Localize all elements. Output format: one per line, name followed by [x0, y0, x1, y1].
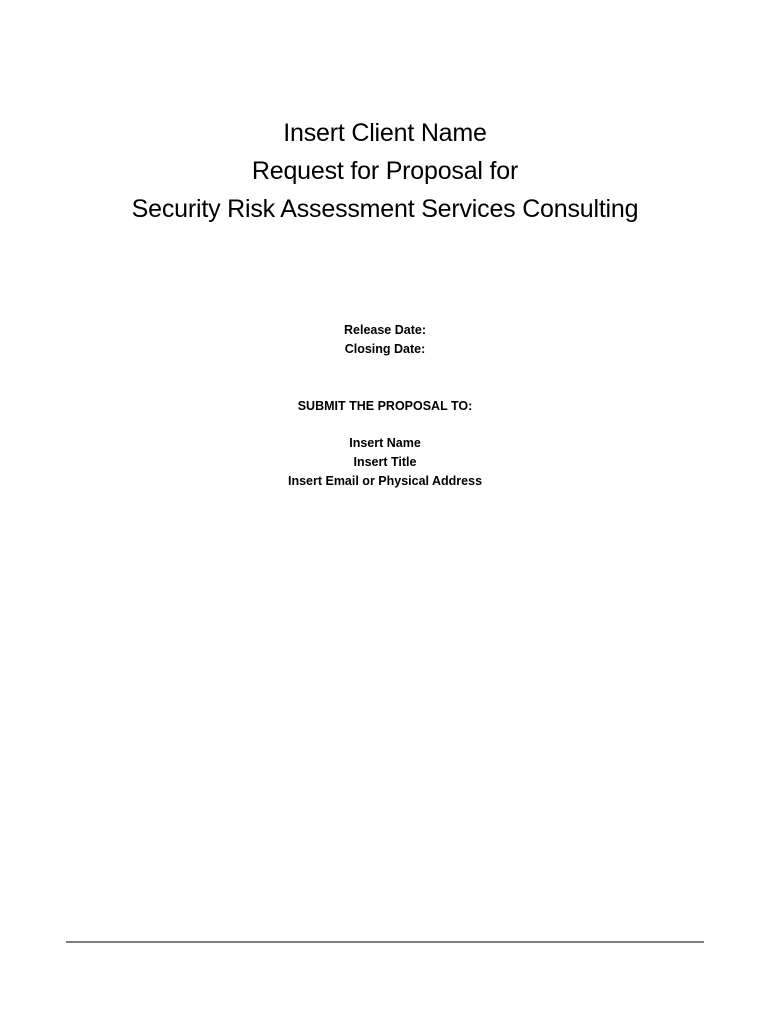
release-date-label: Release Date:	[344, 323, 426, 337]
client-name-heading: Insert Client Name	[283, 119, 487, 147]
submit-heading: SUBMIT THE PROPOSAL TO:	[297, 399, 473, 413]
contact-address: Insert Email or Physical Address	[287, 474, 483, 488]
contact-name: Insert Name	[349, 436, 421, 450]
rfp-heading: Request for Proposal for	[251, 157, 519, 185]
service-heading: Security Risk Assessment Services Consulting	[131, 195, 639, 223]
dates-section	[0, 321, 770, 359]
contact-title: Insert Title	[353, 455, 417, 469]
closing-date-label: Closing Date:	[344, 342, 426, 356]
contact-section	[0, 434, 770, 491]
document-title	[0, 114, 770, 228]
submit-section	[0, 397, 770, 416]
footer-divider	[66, 941, 704, 943]
